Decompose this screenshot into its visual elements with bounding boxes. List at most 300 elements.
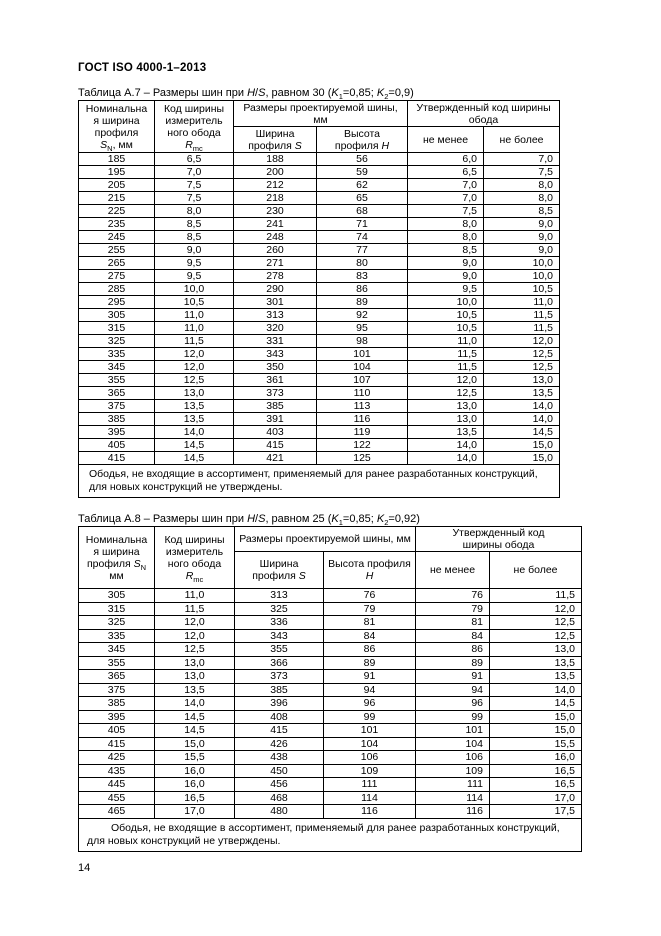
cell-section-width: 468 (235, 791, 324, 805)
cell-min-code: 114 (416, 791, 490, 805)
cell-section-height: 119 (317, 426, 408, 439)
cell-nominal-width: 295 (79, 296, 155, 309)
cell-max-code: 14,5 (484, 426, 560, 439)
cell-section-width: 456 (235, 778, 324, 792)
cell-section-height: 94 (324, 683, 416, 697)
cell-rim-code: 16,0 (155, 764, 235, 778)
cell-max-code: 14,0 (484, 413, 560, 426)
cell-max-code: 10,0 (484, 257, 560, 270)
cell-max-code: 10,5 (484, 283, 560, 296)
cell-min-code: 11,5 (408, 348, 484, 361)
table-row (79, 751, 582, 765)
cell-section-width: 313 (234, 309, 317, 322)
cell-max-code: 16,5 (490, 778, 582, 792)
cell-section-height: 81 (324, 616, 416, 630)
cell-section-width: 325 (235, 602, 324, 616)
cell-max-code: 17,0 (490, 791, 582, 805)
cell-max-code: 13,5 (490, 670, 582, 684)
cell-section-height: 84 (324, 629, 416, 643)
cell-section-width: 290 (234, 283, 317, 296)
cell-nominal-width: 305 (79, 309, 155, 322)
col-rim-code-header: Код ширины измеритель ного обода $R_{mc}$ (155, 101, 234, 153)
cell-rim-code: 14,5 (155, 439, 234, 452)
cell-nominal-width: 355 (79, 374, 155, 387)
cell-max-code: 12,5 (490, 629, 582, 643)
cell-max-code: 11,0 (484, 296, 560, 309)
cell-min-code: 79 (416, 602, 490, 616)
cell-rim-code: 9,5 (155, 270, 234, 283)
cell-nominal-width: 335 (79, 348, 155, 361)
table-row (79, 400, 560, 413)
cell-section-width: 343 (235, 629, 324, 643)
cell-nominal-width: 395 (79, 426, 155, 439)
cell-max-code: 9,0 (484, 244, 560, 257)
cell-rim-code: 12,5 (155, 643, 235, 657)
cell-section-width: 373 (234, 387, 317, 400)
table-row (79, 426, 560, 439)
col-min-header: не менее (408, 127, 484, 153)
cell-section-height: 80 (317, 257, 408, 270)
cell-rim-code: 10,5 (155, 296, 234, 309)
cell-rim-code: 7,0 (155, 166, 234, 179)
cell-nominal-width: 335 (79, 629, 155, 643)
cell-rim-code: 8,5 (155, 218, 234, 231)
col-nominal-width-header: Номинальна я ширина профиля $S_N$ мм (79, 527, 155, 589)
cell-section-height: 76 (324, 589, 416, 603)
cell-nominal-width: 225 (79, 205, 155, 218)
cell-nominal-width: 235 (79, 218, 155, 231)
table-row (79, 589, 582, 603)
cell-section-height: 96 (324, 697, 416, 711)
cell-rim-code: 11,0 (155, 322, 234, 335)
cell-rim-code: 12,5 (155, 374, 234, 387)
cell-section-width: 260 (234, 244, 317, 257)
table-row (79, 322, 560, 335)
table-row (79, 791, 582, 805)
table-a8-note: Ободья, не входящие в ассортимент, применяемый для ранее разработанных конструкций, для новых конструкций не утверждены. (79, 818, 582, 851)
col-section-height-header: Высота профиля H (317, 127, 408, 153)
table-row (79, 153, 560, 166)
table-row (79, 602, 582, 616)
cell-nominal-width: 185 (79, 153, 155, 166)
cell-section-height: 86 (324, 643, 416, 657)
cell-rim-code: 14,0 (155, 426, 234, 439)
cell-nominal-width: 245 (79, 231, 155, 244)
table-row (79, 257, 560, 270)
cell-rim-code: 7,5 (155, 179, 234, 192)
table-a8 (78, 526, 582, 852)
cell-max-code: 12,5 (484, 348, 560, 361)
cell-min-code: 111 (416, 778, 490, 792)
cell-rim-code: 12,0 (155, 361, 234, 374)
cell-min-code: 109 (416, 764, 490, 778)
cell-min-code: 13,5 (408, 426, 484, 439)
cell-section-width: 426 (235, 737, 324, 751)
table-row (79, 244, 560, 257)
cell-section-height: 106 (324, 751, 416, 765)
cell-min-code: 13,0 (408, 400, 484, 413)
cell-rim-code: 9,0 (155, 244, 234, 257)
cell-min-code: 14,0 (408, 439, 484, 452)
cell-nominal-width: 355 (79, 656, 155, 670)
cell-section-height: 104 (317, 361, 408, 374)
cell-nominal-width: 465 (79, 805, 155, 819)
table-row (79, 805, 582, 819)
cell-nominal-width: 325 (79, 616, 155, 630)
table-row (79, 710, 582, 724)
cell-nominal-width: 435 (79, 764, 155, 778)
cell-min-code: 11,5 (408, 361, 484, 374)
cell-min-code: 76 (416, 589, 490, 603)
cell-section-width: 350 (234, 361, 317, 374)
cell-max-code: 16,0 (490, 751, 582, 765)
cell-min-code: 101 (416, 724, 490, 738)
cell-max-code: 9,0 (484, 218, 560, 231)
cell-section-height: 89 (324, 656, 416, 670)
cell-nominal-width: 275 (79, 270, 155, 283)
cell-min-code: 6,0 (408, 153, 484, 166)
table-row (79, 166, 560, 179)
cell-section-width: 355 (235, 643, 324, 657)
table-row (79, 656, 582, 670)
cell-min-code: 9,0 (408, 270, 484, 283)
cell-section-height: 116 (317, 413, 408, 426)
group-approved-code-header: Утвержденный код ширины обода (416, 527, 582, 552)
cell-rim-code: 14,0 (155, 697, 235, 711)
cell-section-width: 271 (234, 257, 317, 270)
cell-section-width: 301 (234, 296, 317, 309)
cell-section-height: 98 (317, 335, 408, 348)
table-row (79, 296, 560, 309)
cell-rim-code: 14,5 (155, 452, 234, 465)
cell-max-code: 15,0 (490, 724, 582, 738)
cell-section-width: 361 (234, 374, 317, 387)
cell-max-code: 15,5 (490, 737, 582, 751)
table-row (79, 697, 582, 711)
cell-section-width: 385 (235, 683, 324, 697)
cell-min-code: 10,5 (408, 322, 484, 335)
cell-section-width: 415 (234, 439, 317, 452)
col-max-header: не более (484, 127, 560, 153)
table-row (79, 643, 582, 657)
cell-section-height: 65 (317, 192, 408, 205)
cell-rim-code: 8,5 (155, 231, 234, 244)
col-rim-code-header: Код ширины измеритель ного обода $R_{mc}$ (155, 527, 235, 589)
cell-nominal-width: 375 (79, 683, 155, 697)
cell-nominal-width: 315 (79, 602, 155, 616)
cell-section-width: 331 (234, 335, 317, 348)
cell-max-code: 14,0 (490, 683, 582, 697)
cell-max-code: 15,0 (490, 710, 582, 724)
cell-min-code: 13,0 (408, 413, 484, 426)
table-row (79, 724, 582, 738)
table-row (79, 452, 560, 465)
table-row (79, 374, 560, 387)
cell-section-height: 122 (317, 439, 408, 452)
cell-rim-code: 6,5 (155, 153, 234, 166)
col-min-header: не менее (416, 552, 490, 589)
cell-nominal-width: 345 (79, 643, 155, 657)
cell-nominal-width: 385 (79, 413, 155, 426)
cell-nominal-width: 255 (79, 244, 155, 257)
cell-max-code: 13,5 (490, 656, 582, 670)
cell-section-width: 421 (234, 452, 317, 465)
cell-rim-code: 12,0 (155, 629, 235, 643)
cell-min-code: 6,5 (408, 166, 484, 179)
cell-section-height: 79 (324, 602, 416, 616)
col-max-header: не более (490, 552, 582, 589)
cell-section-width: 373 (235, 670, 324, 684)
cell-min-code: 10,5 (408, 309, 484, 322)
cell-rim-code: 8,0 (155, 205, 234, 218)
group-dimensions-header: Размеры проектируемой шины, мм (235, 527, 416, 552)
cell-section-height: 113 (317, 400, 408, 413)
table-row (79, 192, 560, 205)
cell-rim-code: 13,0 (155, 670, 235, 684)
cell-max-code: 9,0 (484, 231, 560, 244)
cell-nominal-width: 315 (79, 322, 155, 335)
cell-max-code: 8,0 (484, 192, 560, 205)
cell-max-code: 17,5 (490, 805, 582, 819)
cell-section-width: 320 (234, 322, 317, 335)
cell-max-code: 12,5 (490, 616, 582, 630)
cell-min-code: 12,0 (408, 374, 484, 387)
cell-nominal-width: 305 (79, 589, 155, 603)
table-row (79, 683, 582, 697)
cell-section-height: 95 (317, 322, 408, 335)
cell-section-height: 125 (317, 452, 408, 465)
cell-section-height: 89 (317, 296, 408, 309)
cell-nominal-width: 385 (79, 697, 155, 711)
cell-section-height: 59 (317, 166, 408, 179)
cell-min-code: 84 (416, 629, 490, 643)
cell-rim-code: 14,5 (155, 710, 235, 724)
cell-section-height: 111 (324, 778, 416, 792)
cell-min-code: 8,5 (408, 244, 484, 257)
cell-rim-code: 14,5 (155, 724, 235, 738)
cell-nominal-width: 405 (79, 439, 155, 452)
cell-min-code: 91 (416, 670, 490, 684)
cell-section-width: 188 (234, 153, 317, 166)
cell-min-code: 9,5 (408, 283, 484, 296)
cell-section-height: 56 (317, 153, 408, 166)
cell-rim-code: 13,5 (155, 683, 235, 697)
cell-section-height: 101 (324, 724, 416, 738)
cell-min-code: 89 (416, 656, 490, 670)
table-row (79, 616, 582, 630)
cell-min-code: 12,5 (408, 387, 484, 400)
cell-min-code: 116 (416, 805, 490, 819)
cell-min-code: 9,0 (408, 257, 484, 270)
cell-rim-code: 16,0 (155, 778, 235, 792)
table-row (79, 670, 582, 684)
cell-section-height: 92 (317, 309, 408, 322)
cell-nominal-width: 415 (79, 737, 155, 751)
cell-rim-code: 15,5 (155, 751, 235, 765)
cell-max-code: 16,5 (490, 764, 582, 778)
cell-rim-code: 13,0 (155, 387, 234, 400)
table-a7-caption: Таблица А.7 – Размеры шин при H/S, равном 30 ($K_1=0,85$; $K_2=0,9$) (78, 87, 414, 102)
cell-section-width: 396 (235, 697, 324, 711)
cell-section-width: 415 (235, 724, 324, 738)
cell-rim-code: 11,5 (155, 602, 235, 616)
cell-section-height: 71 (317, 218, 408, 231)
cell-nominal-width: 215 (79, 192, 155, 205)
table-a7 (78, 100, 560, 498)
table-row (79, 348, 560, 361)
table-row (79, 218, 560, 231)
cell-nominal-width: 415 (79, 452, 155, 465)
cell-rim-code: 7,5 (155, 192, 234, 205)
cell-max-code: 14,5 (490, 697, 582, 711)
cell-rim-code: 9,5 (155, 257, 234, 270)
cell-nominal-width: 325 (79, 335, 155, 348)
cell-min-code: 99 (416, 710, 490, 724)
cell-section-width: 391 (234, 413, 317, 426)
cell-section-height: 114 (324, 791, 416, 805)
table-row (79, 361, 560, 374)
cell-section-height: 116 (324, 805, 416, 819)
cell-min-code: 8,0 (408, 218, 484, 231)
cell-max-code: 10,0 (484, 270, 560, 283)
cell-section-height: 110 (317, 387, 408, 400)
table-row (79, 778, 582, 792)
cell-rim-code: 12,0 (155, 348, 234, 361)
cell-min-code: 11,0 (408, 335, 484, 348)
page-number: 14 (78, 862, 91, 874)
cell-section-width: 230 (234, 205, 317, 218)
cell-nominal-width: 195 (79, 166, 155, 179)
cell-max-code: 7,0 (484, 153, 560, 166)
table-a8-caption: Таблица А.8 – Размеры шин при H/S, равном 25 ($K_1=0,85$; $K_2=0,92$) (78, 513, 420, 528)
cell-max-code: 8,5 (484, 205, 560, 218)
cell-section-height: 83 (317, 270, 408, 283)
cell-rim-code: 13,5 (155, 400, 234, 413)
cell-rim-code: 11,0 (155, 589, 235, 603)
cell-section-height: 68 (317, 205, 408, 218)
cell-rim-code: 13,0 (155, 656, 235, 670)
table-row (79, 629, 582, 643)
cell-max-code: 11,5 (490, 589, 582, 603)
table-row (79, 335, 560, 348)
cell-min-code: 81 (416, 616, 490, 630)
table-row (79, 309, 560, 322)
cell-max-code: 12,0 (484, 335, 560, 348)
cell-section-width: 313 (235, 589, 324, 603)
cell-min-code: 94 (416, 683, 490, 697)
table-row (79, 439, 560, 452)
cell-rim-code: 17,0 (155, 805, 235, 819)
group-approved-code-header: Утвержденный код ширины обода (408, 101, 560, 127)
document-header: ГОСТ ISO 4000-1–2013 (78, 62, 207, 74)
table-a7-note: Ободья, не входящие в ассортимент, применяемый для ранее разработанных конструкций, для новых конструкций не утверждены. (79, 465, 560, 498)
cell-section-height: 74 (317, 231, 408, 244)
cell-max-code: 11,5 (484, 309, 560, 322)
cell-section-width: 200 (234, 166, 317, 179)
cell-section-width: 403 (234, 426, 317, 439)
cell-rim-code: 10,0 (155, 283, 234, 296)
cell-max-code: 8,0 (484, 179, 560, 192)
table-row (79, 283, 560, 296)
table-row (79, 270, 560, 283)
cell-min-code: 86 (416, 643, 490, 657)
cell-section-width: 480 (235, 805, 324, 819)
cell-max-code: 14,0 (484, 400, 560, 413)
cell-nominal-width: 395 (79, 710, 155, 724)
cell-section-width: 385 (234, 400, 317, 413)
cell-min-code: 7,5 (408, 205, 484, 218)
cell-min-code: 14,0 (408, 452, 484, 465)
cell-nominal-width: 365 (79, 387, 155, 400)
cell-max-code: 11,5 (484, 322, 560, 335)
cell-section-height: 109 (324, 764, 416, 778)
cell-section-width: 343 (234, 348, 317, 361)
cell-rim-code: 15,0 (155, 737, 235, 751)
cell-min-code: 8,0 (408, 231, 484, 244)
cell-section-height: 62 (317, 179, 408, 192)
cell-section-height: 107 (317, 374, 408, 387)
cell-min-code: 7,0 (408, 192, 484, 205)
cell-section-width: 450 (235, 764, 324, 778)
col-section-width-header: Ширина профиля S (235, 552, 324, 589)
col-nominal-width-header: Номинальна я ширина профиля $S_N$, мм (79, 101, 155, 153)
cell-min-code: 96 (416, 697, 490, 711)
cell-min-code: 10,0 (408, 296, 484, 309)
cell-nominal-width: 345 (79, 361, 155, 374)
cell-nominal-width: 445 (79, 778, 155, 792)
cell-max-code: 13,0 (490, 643, 582, 657)
cell-max-code: 12,5 (484, 361, 560, 374)
cell-section-width: 336 (235, 616, 324, 630)
cell-rim-code: 16,5 (155, 791, 235, 805)
cell-rim-code: 13,5 (155, 413, 234, 426)
table-row (79, 179, 560, 192)
col-section-height-header: Высота профиля H (324, 552, 416, 589)
cell-section-width: 278 (234, 270, 317, 283)
table-row (79, 413, 560, 426)
cell-section-width: 408 (235, 710, 324, 724)
cell-min-code: 7,0 (408, 179, 484, 192)
cell-max-code: 13,0 (484, 374, 560, 387)
cell-max-code: 15,0 (484, 452, 560, 465)
cell-section-height: 104 (324, 737, 416, 751)
cell-nominal-width: 285 (79, 283, 155, 296)
group-dimensions-header: Размеры проектируемой шины, мм (234, 101, 408, 127)
cell-nominal-width: 205 (79, 179, 155, 192)
cell-rim-code: 11,0 (155, 309, 234, 322)
cell-nominal-width: 455 (79, 791, 155, 805)
cell-rim-code: 11,5 (155, 335, 234, 348)
col-section-width-header: Ширина профиля S (234, 127, 317, 153)
cell-max-code: 15,0 (484, 439, 560, 452)
cell-min-code: 104 (416, 737, 490, 751)
cell-section-width: 438 (235, 751, 324, 765)
cell-nominal-width: 365 (79, 670, 155, 684)
cell-section-width: 366 (235, 656, 324, 670)
cell-section-width: 241 (234, 218, 317, 231)
cell-section-height: 77 (317, 244, 408, 257)
cell-min-code: 106 (416, 751, 490, 765)
table-row (79, 231, 560, 244)
cell-nominal-width: 375 (79, 400, 155, 413)
cell-section-width: 218 (234, 192, 317, 205)
cell-max-code: 13,5 (484, 387, 560, 400)
cell-max-code: 7,5 (484, 166, 560, 179)
cell-section-width: 212 (234, 179, 317, 192)
cell-section-height: 99 (324, 710, 416, 724)
table-row (79, 387, 560, 400)
cell-section-height: 86 (317, 283, 408, 296)
